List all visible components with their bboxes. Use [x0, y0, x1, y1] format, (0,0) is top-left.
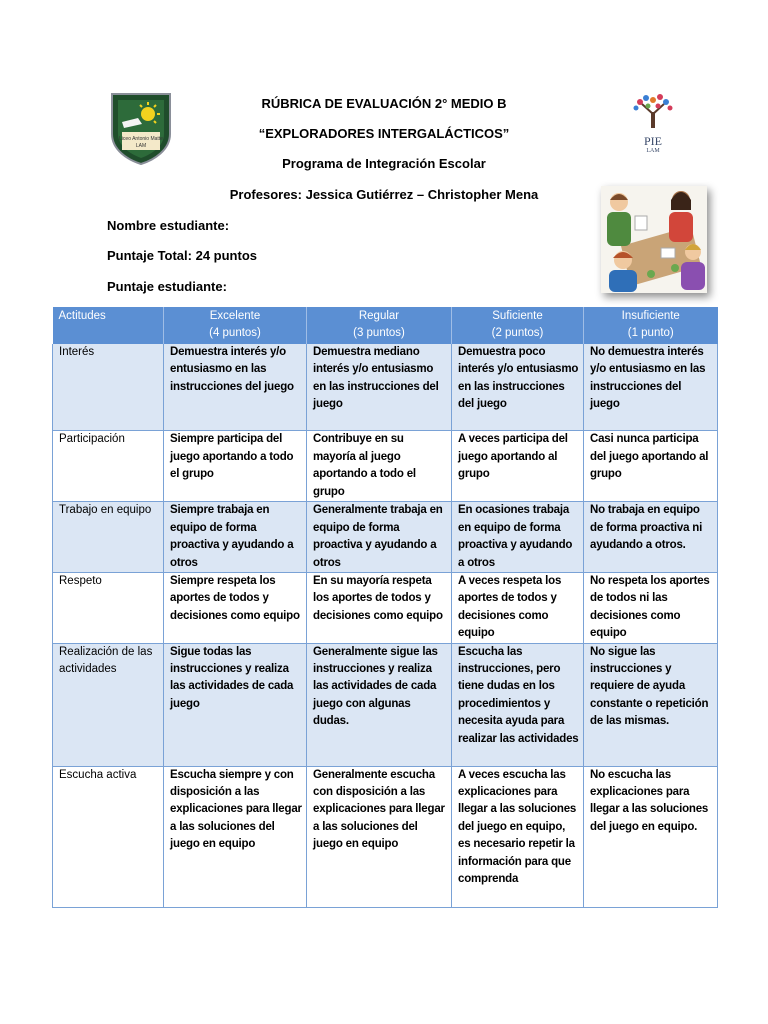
table-row: [53, 766, 718, 907]
insuficiente-cell: No sigue las instrucciones y requiere de ayuda constante o repetición de las mismas.: [584, 643, 718, 766]
document-subtitle: “EXPLORADORES INTERGALÁCTICOS”: [258, 126, 510, 141]
table-row: [53, 344, 718, 431]
attitude-cell: Interés: [53, 344, 164, 431]
header-excelente: Excelente (4 puntos): [164, 307, 307, 344]
header-regular: Regular (3 puntos): [307, 307, 452, 344]
suficiente-cell: Escucha las instrucciones, pero tiene dudas en los procedimientos y necesita ayuda para realizar las actividades: [452, 643, 584, 766]
suficiente-cell: A veces respeta los aportes de todos y decisiones como equipo: [452, 572, 584, 643]
attitude-cell: Trabajo en equipo: [53, 502, 164, 573]
table-row: [53, 431, 718, 502]
attitude-cell: Participación: [53, 431, 164, 502]
table-row: [53, 502, 718, 573]
student-score-label: Puntaje estudiante:: [107, 279, 227, 294]
excelente-cell: Siempre participa del juego aportando a todo el grupo: [164, 431, 307, 502]
regular-cell: Generalmente sigue las instrucciones y realiza las actividades de cada juego con algunas dudas.: [307, 643, 452, 766]
program-name: Programa de Integración Escolar: [282, 156, 486, 171]
total-score-label: Puntaje Total: 24 puntos: [107, 248, 257, 263]
attitude-cell: Escucha activa: [53, 766, 164, 907]
children-illustration: [601, 186, 707, 293]
table-row: [53, 572, 718, 643]
school-logo-text: Liceo Antonio Matte: [119, 136, 163, 142]
insuficiente-cell: Casi nunca participa del juego aportando al grupo: [584, 431, 718, 502]
header-insuficiente: Insuficiente (1 punto): [584, 307, 718, 344]
table-header-row: [53, 307, 718, 344]
excelente-cell: Demuestra interés y/o entusiasmo en las instrucciones del juego: [164, 344, 307, 431]
attitude-cell: Realización de las actividades: [53, 643, 164, 766]
attitude-cell: Respeto: [53, 572, 164, 643]
suficiente-cell: A veces escucha las explicaciones para llegar a las soluciones del juego en equipo, es necesario repetir la información para que comprenda: [452, 766, 584, 907]
teachers-line: Profesores: Jessica Gutiérrez – Christopher Mena: [229, 187, 539, 202]
header-suficiente: Suficiente (2 puntos): [452, 307, 584, 344]
suficiente-cell: Demuestra poco interés y/o entusiasmo en las instrucciones del juego: [452, 344, 584, 431]
document-title: RÚBRICA DE EVALUACIÓN 2° MEDIO B: [261, 96, 507, 111]
insuficiente-cell: No demuestra interés y/o entusiasmo en las instrucciones del juego: [584, 344, 718, 431]
pie-logo-text: PIE: [644, 134, 662, 148]
insuficiente-cell: No trabaja en equipo de forma proactiva ni ayudando a otros.: [584, 502, 718, 573]
svg-text:LAM: LAM: [135, 143, 147, 149]
excelente-cell: Siempre trabaja en equipo de forma proactiva y ayudando a otros: [164, 502, 307, 573]
insuficiente-cell: No respeta los aportes de todos ni las decisiones como equipo: [584, 572, 718, 643]
regular-cell: Generalmente escucha con disposición a las explicaciones para llegar a las soluciones del juego en equipo: [307, 766, 452, 907]
regular-cell: En su mayoría respeta los aportes de todos y decisiones como equipo: [307, 572, 452, 643]
regular-cell: Demuestra mediano interés y/o entusiasmo en las instrucciones del juego: [307, 344, 452, 431]
student-name-label: Nombre estudiante:: [107, 218, 230, 233]
pie-logo-subtext: LAM: [646, 148, 660, 154]
suficiente-cell: A veces participa del juego aportando al grupo: [452, 431, 584, 502]
rubric-table: [52, 307, 718, 908]
header-actitudes: Actitudes: [53, 307, 164, 344]
regular-cell: Contribuye en su mayoría al juego aportando a todo el grupo: [307, 431, 452, 502]
excelente-cell: Siempre respeta los aportes de todos y decisiones como equipo: [164, 572, 307, 643]
regular-cell: Generalmente trabaja en equipo de forma proactiva y ayudando a otros: [307, 502, 452, 573]
insuficiente-cell: No escucha las explicaciones para llegar a las soluciones del juego en equipo.: [584, 766, 718, 907]
suficiente-cell: En ocasiones trabaja en equipo de forma proactiva y ayudando a otros: [452, 502, 584, 573]
excelente-cell: Sigue todas las instrucciones y realiza las actividades de cada juego: [164, 643, 307, 766]
excelente-cell: Escucha siempre y con disposición a las explicaciones para llegar a las soluciones del juego en equipo: [164, 766, 307, 907]
table-row: [53, 643, 718, 766]
